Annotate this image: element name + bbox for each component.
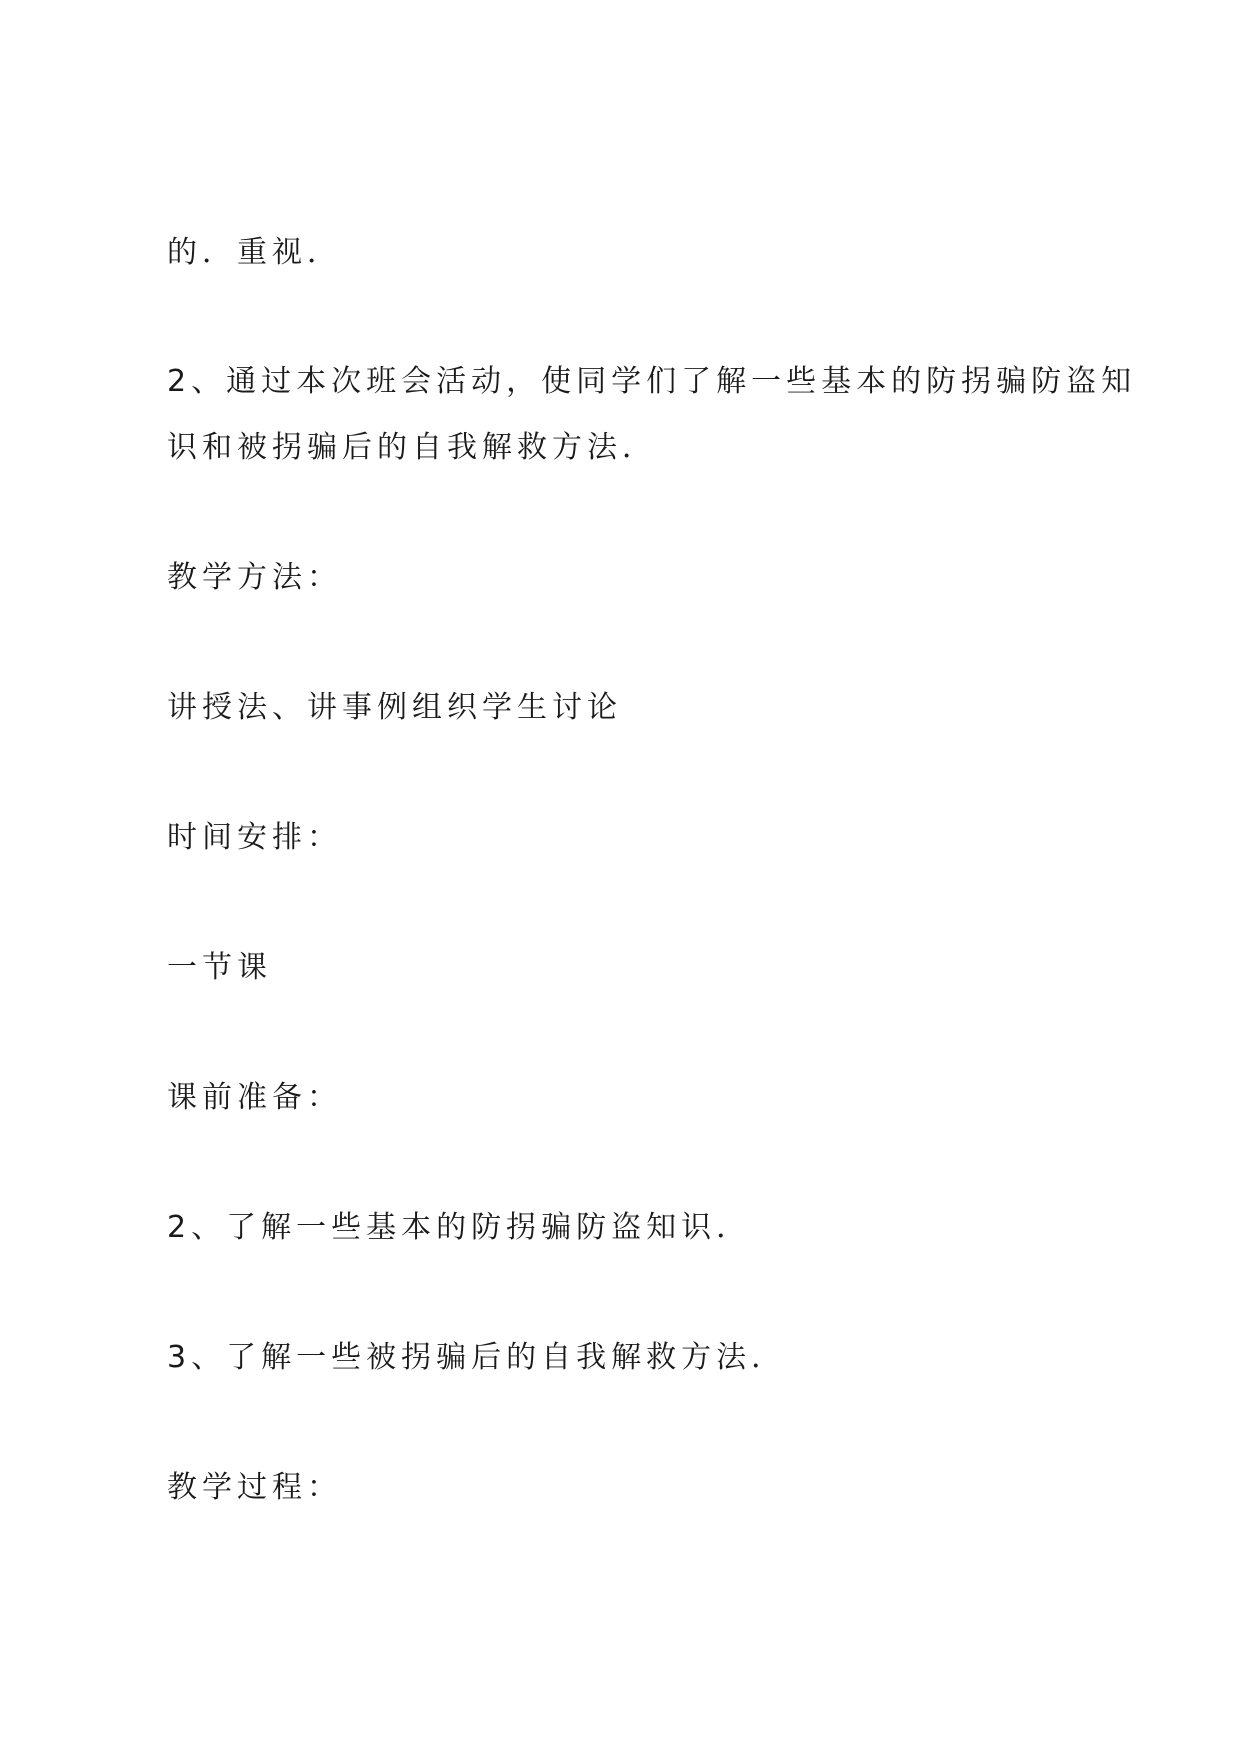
heading-teaching-method: 教学方法： <box>167 560 342 595</box>
text-preparation-2: 2、了解一些基本的防拐骗防盗知识． <box>167 1210 752 1245</box>
text-line-objective-2: 2、通过本次班会活动，使同学们了解一些基本的防拐骗防盗知 <box>167 364 1137 399</box>
text-line-objective-2-cont: 识和被拐骗后的自我解救方法． <box>167 430 657 465</box>
text-time-arrangement: 一节课 <box>167 950 272 985</box>
text-preparation-3: 3、了解一些被拐骗后的自我解救方法． <box>167 1340 787 1375</box>
text-teaching-method: 讲授法、讲事例组织学生讨论 <box>167 690 622 725</box>
text-line-continuation: 的．重视． <box>167 235 342 270</box>
heading-time-arrangement: 时间安排： <box>167 820 342 855</box>
heading-teaching-process: 教学过程： <box>167 1470 342 1505</box>
heading-preparation: 课前准备： <box>167 1080 342 1115</box>
